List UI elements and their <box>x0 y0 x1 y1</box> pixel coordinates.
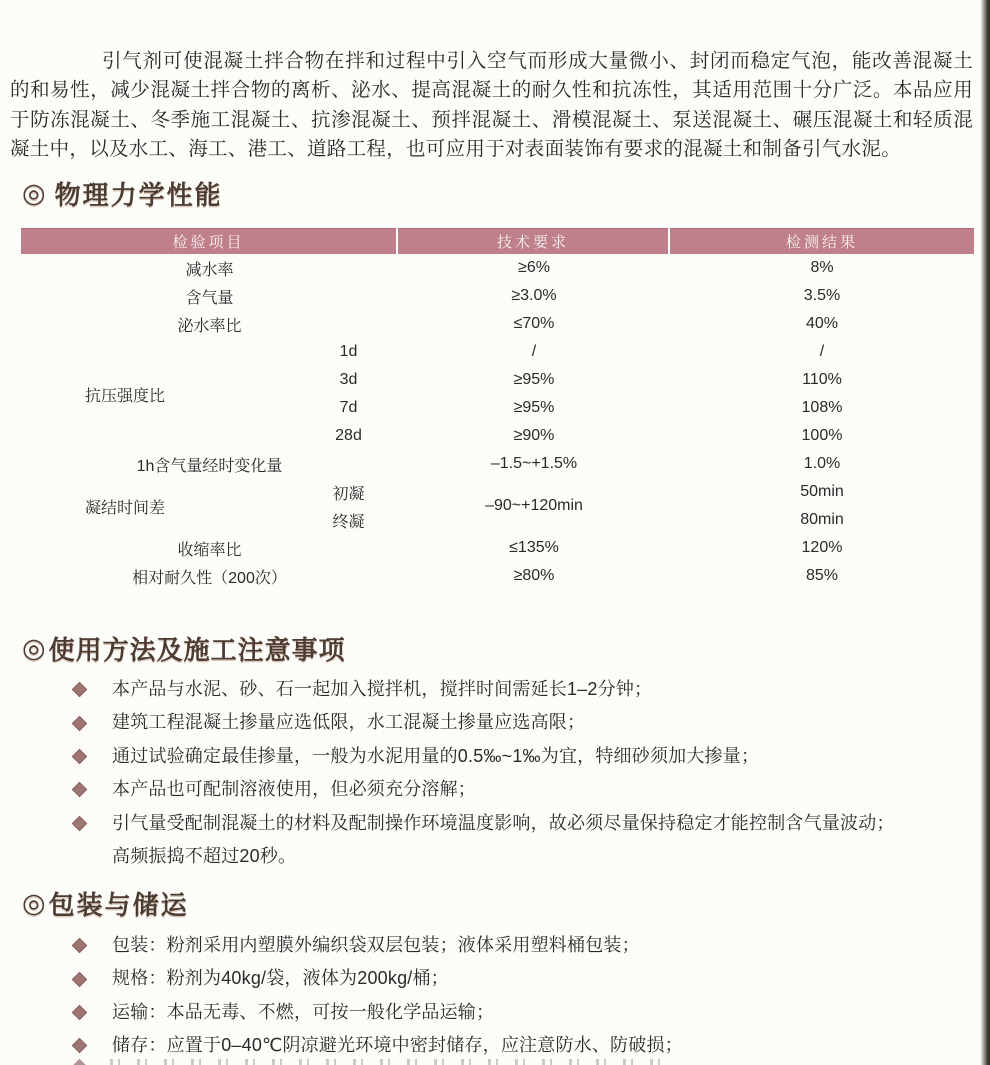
usage-bullet-3 <box>60 740 976 773</box>
diamond-bullet-icon <box>60 807 112 840</box>
cell-strength-age-1d: 1d <box>339 343 358 360</box>
usage-bullet-4 <box>60 773 976 806</box>
packaging-bullet-4 <box>60 1029 976 1062</box>
section-marker-icon: ◎ <box>22 633 46 663</box>
usage-bullet-5 <box>60 807 976 874</box>
cell-strength-result-7d: 108% <box>801 399 843 416</box>
physical-properties-table <box>21 228 974 590</box>
diamond-bullet-icon <box>60 740 112 773</box>
section-title-text: 包装与储运 <box>48 890 189 920</box>
section-title-physical-properties <box>22 175 223 212</box>
cell-strength-result-3d: 110% <box>802 371 842 388</box>
packaging-bullet-1-text: 包装：粉剂采用内塑膜外编织袋双层包装；液体采用塑料桶包装； <box>112 935 640 955</box>
cell-setting-req-merged: –90~+120min <box>485 497 583 514</box>
section-marker-icon: ◎ <box>22 888 46 918</box>
cell-durability-item: 相对耐久性（200次） <box>132 569 287 587</box>
cell-setting-initial-label: 初凝 <box>332 485 365 503</box>
packaging-bullet-3 <box>60 996 976 1029</box>
cell-water-reduction-req: ≥6% <box>518 259 550 276</box>
cell-bleeding-ratio-item: 泌水率比 <box>177 317 242 335</box>
usage-bullet-1 <box>60 673 976 706</box>
cell-durability-req: ≥80% <box>513 567 555 584</box>
cell-water-reduction-result: 8% <box>810 259 834 276</box>
cell-air-content-item: 含气量 <box>185 289 234 307</box>
cell-water-reduction-item: 减水率 <box>185 261 234 279</box>
cell-setting-final-result: 80min <box>800 511 844 528</box>
cell-strength-age-7d: 7d <box>339 399 358 416</box>
diamond-bullet-icon <box>60 996 112 1029</box>
section-marker-icon: ◎ <box>22 178 46 208</box>
section-title-text: 物理力学性能 <box>54 180 223 210</box>
diamond-bullet-icon <box>60 706 112 739</box>
cell-air-content-req: ≥3.0% <box>511 287 557 304</box>
diamond-bullet-icon <box>60 1029 112 1062</box>
diamond-bullet-icon <box>60 673 112 706</box>
cell-setting-final-label: 终凝 <box>332 513 365 531</box>
usage-bullet-2 <box>60 706 976 739</box>
cell-bleeding-ratio-result: 40% <box>805 315 839 332</box>
cell-air-change-result: 1.0% <box>803 455 841 472</box>
usage-bullet-5-line1: 引气量受配制混凝土的材料及配制操作环境温度影响，故必须尽量保持稳定才能控制含气量波动； <box>112 812 895 833</box>
packaging-bullet-list <box>60 929 976 1063</box>
intro-paragraph: 引气剂可使混凝土拌合物在拌和过程中引入空气而形成大量微小、封闭而稳定气泡，能改善混凝土的和易性，减少混凝土拌合物的离析、泌水、提高混凝土的耐久性和抗冻性，其适用范围十分广泛。本品应用于防冻混凝土、冬季施工混凝土、抗渗混凝土、预拌混凝土、滑模混凝土、泵送混凝土、碾压混凝土和轻质混凝土中，以及水工、海工、港工、道路工程，也可应用于对表面装饰有要求的混凝土和制备引气水泥。 <box>10 49 973 161</box>
diamond-bullet-icon <box>60 929 112 962</box>
packaging-bullet-4-text: 储存：应置于0–40℃阴凉避光环境中密封储存，应注意防水、防破损； <box>112 1035 683 1056</box>
section-title-text: 使用方法及施工注意事项 <box>48 635 346 665</box>
cell-strength-age-28d: 28d <box>335 427 362 444</box>
table-header-result: 检测结果 <box>670 228 974 254</box>
cell-shrinkage-ratio-req: ≤135% <box>509 539 559 556</box>
table-header-item: 检验项目 <box>21 228 398 254</box>
section-title-packaging-storage <box>22 885 189 922</box>
scan-edge-shadow <box>981 0 990 1065</box>
cell-strength-age-3d: 3d <box>339 371 358 388</box>
cell-strength-group-label: 抗压强度比 <box>84 387 165 405</box>
usage-bullet-5-text <box>112 807 895 874</box>
packaging-bullet-1 <box>60 929 976 962</box>
cell-air-change-req: –1.5~+1.5% <box>490 455 578 472</box>
cell-shrinkage-ratio-item: 收缩率比 <box>177 541 242 559</box>
cell-strength-req-7d: ≥95% <box>513 399 555 416</box>
clipped-bottom-text-fragments <box>110 1059 670 1065</box>
diamond-bullet-icon <box>60 773 112 806</box>
cell-setting-group-label: 凝结时间差 <box>84 499 165 517</box>
cell-air-change-item: 1h含气量经时变化量 <box>136 457 283 475</box>
cell-strength-result-1d: / <box>819 343 825 360</box>
usage-bullet-2-text: 建筑工程混凝土掺量应选低限，水工混凝土掺量应选高限； <box>112 712 586 733</box>
packaging-bullet-2 <box>60 962 976 995</box>
cell-strength-req-1d: / <box>531 343 537 360</box>
section-title-usage-notes <box>22 630 346 667</box>
usage-bullet-3-text: 通过试验确定最佳掺量，一般为水泥用量的0.5‰~1‰为宜，特细砂须加大掺量； <box>112 745 760 766</box>
cell-air-content-result: 3.5% <box>803 287 841 304</box>
usage-bullet-5-line2: 高频振捣不超过20秒。 <box>112 846 297 867</box>
table-header-requirement: 技术要求 <box>398 228 670 254</box>
cell-bleeding-ratio-req: ≤70% <box>513 315 555 332</box>
usage-bullet-4-text: 本产品也可配制溶液使用，但必须充分溶解； <box>112 779 476 800</box>
diamond-bullet-icon <box>60 962 112 995</box>
cell-setting-initial-result: 50min <box>800 483 844 500</box>
cell-strength-req-3d: ≥95% <box>513 371 555 388</box>
packaging-bullet-2-text: 规格：粉剂为40kg/袋，液体为200kg/桶； <box>112 968 449 989</box>
cell-strength-result-28d: 100% <box>801 427 843 444</box>
cell-strength-req-28d: ≥90% <box>513 427 555 444</box>
cell-shrinkage-ratio-result: 120% <box>801 539 843 556</box>
usage-bullet-1-text: 本产品与水泥、砂、石一起加入搅拌机，搅拌时间需延长1–2分钟； <box>112 679 653 699</box>
cell-durability-result: 85% <box>805 567 839 584</box>
usage-bullet-list <box>60 673 976 873</box>
packaging-bullet-3-text: 运输：本品无毒、不燃，可按一般化学品运输； <box>112 1001 495 1022</box>
